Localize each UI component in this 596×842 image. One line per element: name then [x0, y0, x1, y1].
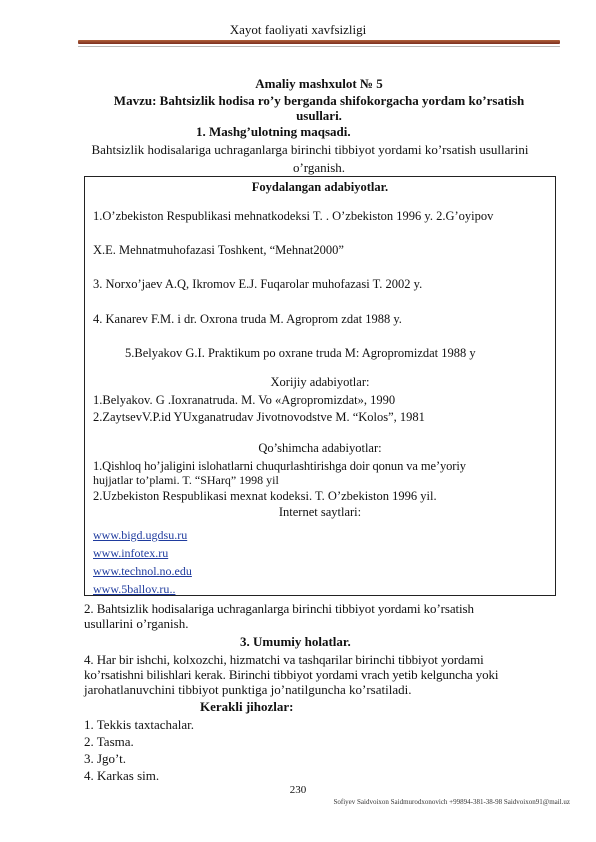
reference-item: 3. Norxo’jaev A.Q, Ikromov E.J. Fuqarolar muhofazasi T. 2002 y.: [93, 277, 423, 291]
goal-text-line-1: Bahtsizlik hodisalariga uchraganlarga birinchi tibbiyot yordami ko’rsatish usullarini: [91, 142, 529, 157]
website-link[interactable]: www.infotex.ru: [93, 546, 169, 560]
equipment-item: 3. Jgo’t.: [84, 751, 127, 766]
section-3-heading: 3. Umumiy holatlar.: [240, 634, 351, 649]
references-box: [84, 176, 556, 596]
section-4-line-1: 4. Har bir ishchi, kolxozchi, hizmatchi va tashqarilar birinchi tibbiyot yordami: [84, 652, 484, 667]
equipment-item: 2. Tasma.: [84, 734, 134, 749]
goal-text-line-2: o’rganish.: [292, 160, 346, 175]
goal-heading: 1. Mashg’ulotning maqsadi.: [196, 124, 351, 139]
footer-credit: Sofiyev Saidvoixon Saidmurodxonovich +99894-381-38-98 Saidvoixon91@mail.uz: [333, 798, 570, 806]
website-link[interactable]: www.bigd.ugdsu.ru: [93, 528, 188, 542]
section-4-line-3: jarohatlanuvchini tibbiyot punktiga jo’natilguncha ko’rsatiladi.: [84, 682, 412, 697]
website-link-suffix: ..: [169, 582, 176, 596]
reference-item: X.E. Mehnatmuhofazasi Toshkent, “Mehnat2000”: [93, 243, 344, 257]
additional-references-heading: Qo’shimcha adabiyotlar:: [258, 441, 382, 455]
topic-line-1: Mavzu: Bahtsizlik hodisa ro’y berganda shifokorgacha yordam ko’rsatish: [113, 93, 525, 108]
reference-item: 5.Belyakov G.I. Praktikum po oxrane truda M: Agropromizdat 1988 y: [125, 346, 476, 360]
website-link[interactable]: www.technol.no.edu: [93, 564, 192, 578]
website-link[interactable]: www.5ballov.ru: [93, 582, 170, 596]
foreign-reference-item: 2.ZaytsevV.P.id YUxganatrudav Jivotnovodstve M. “Kolos”, 1981: [93, 410, 425, 424]
reference-item: 1.O’zbekiston Respublikasi mehnatkodeksi T. . O’zbekiston 1996 y. 2.G’oyipov: [93, 209, 494, 223]
section-4-line-2: ko’rsatishni bilishlari kerak. Birinchi tibbiyot yordami vrach yetib kelguncha yoki: [84, 667, 499, 682]
header-rule-thin: [78, 46, 560, 47]
additional-reference-item-cont: hujjatlar to’plami. T. “SHarq” 1998 yil: [93, 473, 279, 487]
page-number: 230: [289, 784, 307, 796]
reference-item: 4. Kanarev F.M. i dr. Oxrona truda M. Agroprom zdat 1988 y.: [93, 312, 402, 326]
header-rule: [78, 40, 560, 44]
equipment-item: 4. Karkas sim.: [84, 768, 160, 783]
references-heading: Foydalangan adabiyotlar.: [251, 180, 389, 194]
foreign-reference-item: 1.Belyakov. G .Ioxranatruda. M. Vo «Agropromizdat», 1990: [93, 393, 396, 407]
equipment-item: 1. Tekkis taxtachalar.: [84, 717, 195, 732]
internet-sites-heading: Internet saytlari:: [278, 505, 362, 519]
equipment-heading: Kerakli jihozlar:: [200, 699, 294, 714]
section-2-line-1: 2. Bahtsizlik hodisalariga uchraganlarga birinchi tibbiyot yordami ko’rsatish: [84, 601, 474, 616]
additional-reference-item: 2.Uzbekiston Respublikasi mexnat kodeksi. T. O’zbekiston 1996 yil.: [93, 489, 437, 503]
topic-line-2: usullari.: [296, 108, 342, 123]
foreign-references-heading: Xorijiy adabiyotlar:: [270, 375, 370, 389]
additional-reference-item: 1.Qishloq ho’jaligini islohatlarni chuqurlashtirishga doir qonun va me’yoriy: [93, 459, 466, 473]
running-header: Xayot faoliyati xavfsizligi: [229, 22, 367, 37]
lesson-title: Amaliy mashxulot № 5: [255, 76, 383, 91]
section-2-line-2: usullarini o’rganish.: [84, 616, 189, 631]
